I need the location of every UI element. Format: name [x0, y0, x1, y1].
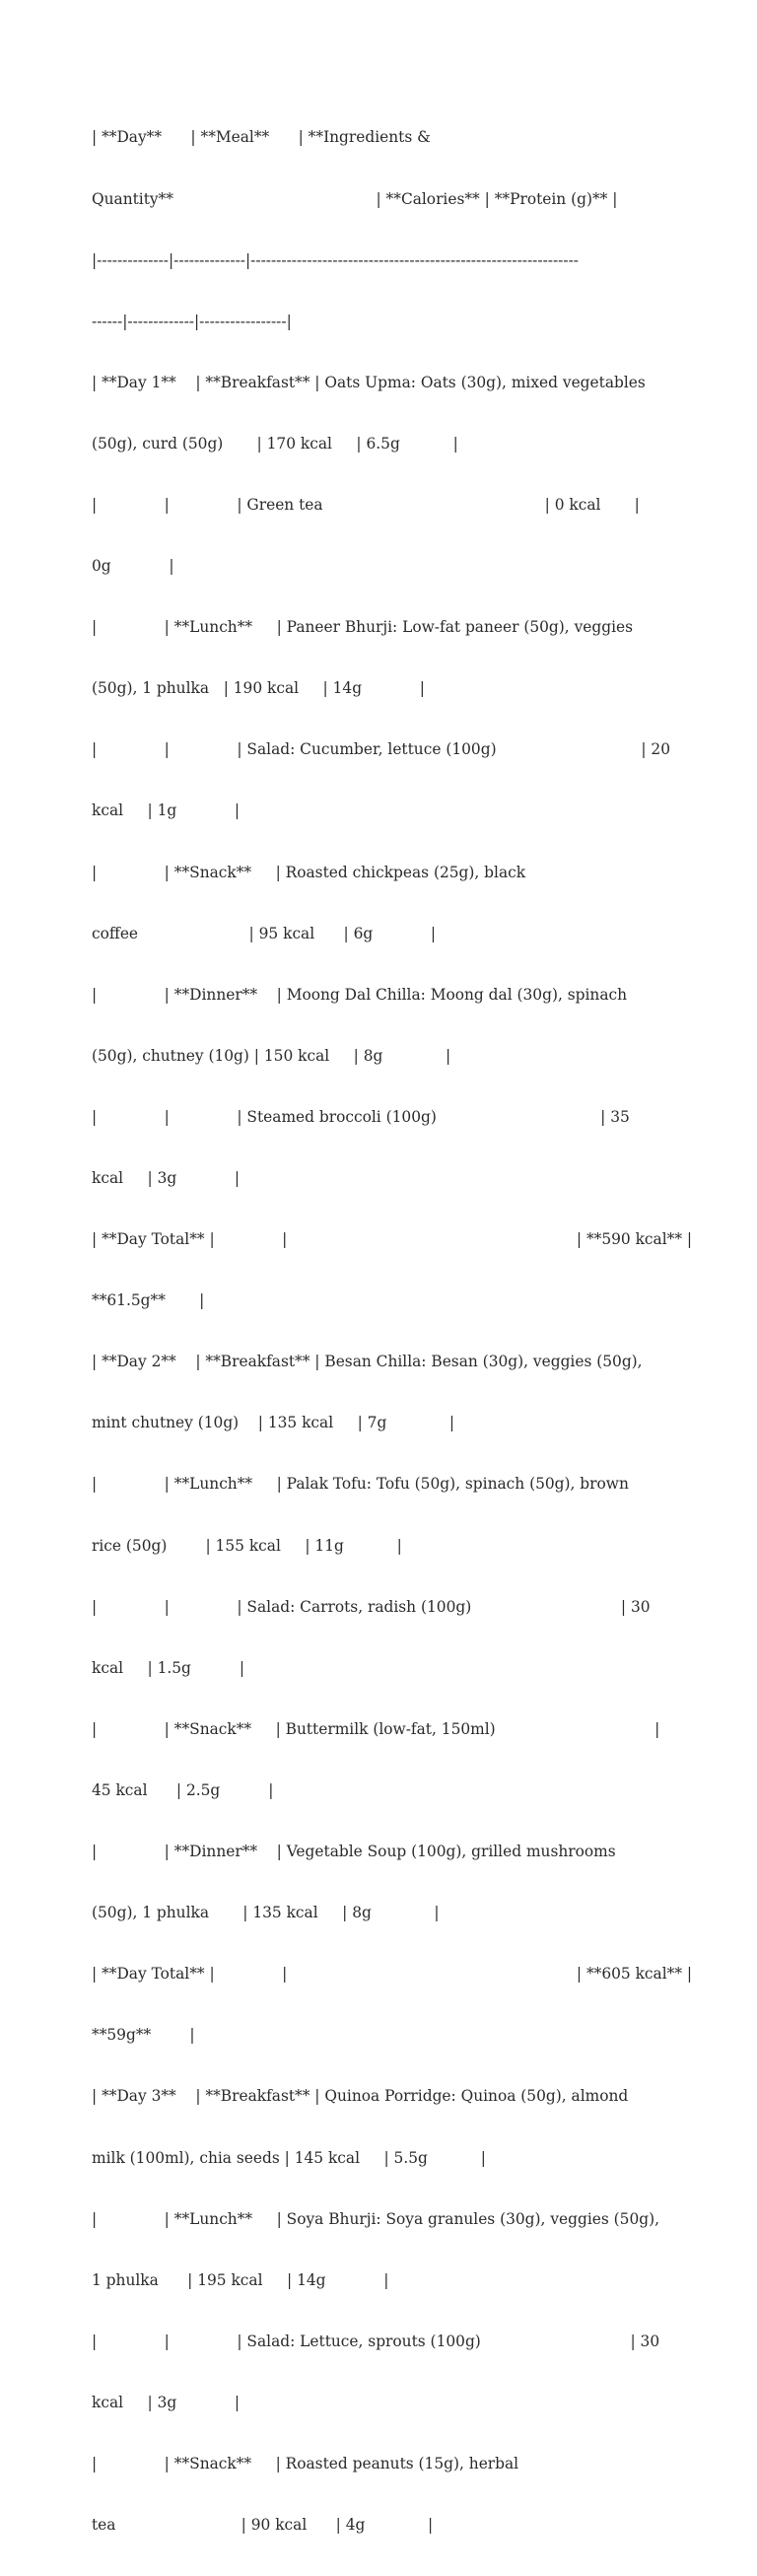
text-line: rice (50g) | 155 kcal | 11g | [92, 1536, 402, 1555]
text-line: | | | Steamed broccoli (100g) | 35 [92, 1107, 630, 1126]
text-line: | **Day 2** | **Breakfast** | Besan Chilla: Besan (30g), veggies (50g), [92, 1353, 643, 1371]
text-line: (50g), curd (50g) | 170 kcal | 6.5g | [92, 434, 458, 453]
text-line: **59g** | [92, 2026, 195, 2045]
text-line: | **Day 3** | **Breakfast** | Quinoa Porridge: Quinoa (50g), almond [92, 2087, 629, 2106]
text-line: | **Day 1** | **Breakfast** | Oats Upma: Oats (30g), mixed vegetables [92, 373, 646, 391]
text-line: | **Day** | **Meal** | **Ingredients & [92, 128, 431, 147]
text-line: | **Day Total** | | | **590 kcal** | [92, 1230, 693, 1249]
text-line: (50g), chutney (10g) | 150 kcal | 8g | [92, 1046, 451, 1065]
text-line: | | **Lunch** | Paneer Bhurji: Low-fat paneer (50g), veggies [92, 618, 634, 637]
text-line: kcal | 3g | [92, 2393, 241, 2411]
text-line: | | **Lunch** | Soya Bhurji: Soya granules (30g), veggies (50g), [92, 2209, 659, 2228]
text-line: | | | Salad: Cucumber, lettuce (100g) | 20 [92, 740, 671, 759]
text-line: | | **Snack** | Roasted chickpeas (25g), black [92, 863, 526, 881]
text-line: tea | 90 kcal | 4g | [92, 2516, 434, 2535]
text-line: | | | Green tea | 0 kcal | [92, 495, 640, 514]
text-line: | | **Lunch** | Palak Tofu: Tofu (50g), spinach (50g), brown [92, 1475, 629, 1494]
text-line: |--------------|--------------|---------------------------------------------------------------- [92, 250, 579, 269]
text-line: kcal | 1.5g | [92, 1658, 245, 1677]
text-line: | | | Salad: Lettuce, sprouts (100g) | 30 [92, 2332, 660, 2350]
text-line: | | **Snack** | Roasted peanuts (15g), herbal [92, 2454, 519, 2472]
meal-plan-markdown-table [92, 87, 693, 2576]
text-line: 0g | [92, 557, 174, 576]
text-line: kcal | 3g | [92, 1169, 241, 1187]
text-line: | | **Snack** | Buttermilk (low-fat, 150ml) | [92, 1719, 660, 1738]
text-line: coffee | 95 kcal | 6g | [92, 924, 437, 942]
text-line: milk (100ml), chia seeds | 145 kcal | 5.5g | [92, 2148, 486, 2167]
text-line: kcal | 1g | [92, 801, 241, 820]
text-line: | | **Dinner** | Moong Dal Chilla: Moong dal (30g), spinach [92, 985, 628, 1004]
text-line: ------|-------------|-----------------| [92, 312, 292, 330]
text-line: | | **Dinner** | Vegetable Soup (100g), grilled mushrooms [92, 1843, 616, 1861]
text-line: (50g), 1 phulka | 190 kcal | 14g | [92, 679, 425, 698]
text-line: mint chutney (10g) | 135 kcal | 7g | [92, 1414, 455, 1432]
text-line: Quantity** | **Calories** | **Protein (g)** | [92, 189, 618, 208]
text-line: 1 phulka | 195 kcal | 14g | [92, 2270, 389, 2289]
text-line: | **Day Total** | | | **605 kcal** | [92, 1965, 693, 1984]
text-line: **61.5g** | [92, 1291, 205, 1310]
text-line: | | | Salad: Carrots, radish (100g) | 30 [92, 1597, 651, 1616]
text-line: (50g), 1 phulka | 135 kcal | 8g | [92, 1904, 440, 1922]
text-line: 45 kcal | 2.5g | [92, 1780, 274, 1799]
